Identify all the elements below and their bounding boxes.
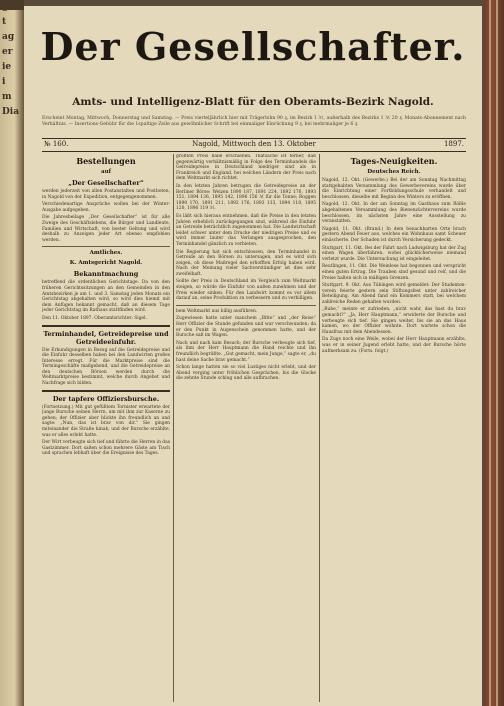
spine-fragment: Dia: [2, 107, 20, 117]
spine-fragment: er: [2, 47, 13, 57]
spine-fragment: ag: [2, 32, 15, 42]
binding-shadow: [0, 0, 24, 10]
spine-fragment: m: [2, 92, 12, 102]
heading-trade: Terminhandel, Getreidepreise und Getreideeinfuhr.: [43, 329, 169, 346]
paragraph: Der Wirt verbeugte sich tief und führte die Herren in das Gastzimmer. Dort saßen schon mehrere Gäste am Tisch und sprachen lebhaft über die Ereignisse des Tages.: [42, 440, 170, 457]
heading-auf: auf: [101, 169, 111, 175]
paragraph: Die Jahresbeilage „Der Gesellschafter“ ist für alle Zweige des Geschäftslebens, die Bürger und Landleute, Familien und Wirtschaft, von bester Geltung und wird deshalb zu Anzeigen jeder Art ebenso empfohlen werden.: [42, 215, 170, 243]
paragraph: In den letzten Jahren betrugen die Getreidepreise an der Berliner Börse: Weizen 1890 187, 1891 224, 1892 176, 1893 151, 1894 136, 1895 142, 1896 156 ℳ für die Tonne; Roggen 1890 170, 1891 211, 1892 176, 1893 133, 1894 118, 1895 120, 1896 119 ℳ.: [176, 183, 316, 212]
heading-official: Amtliches.: [89, 250, 123, 257]
paragraph: Nach und nach kam Besuch; der Bursche verbeugte sich tief, als ihm der Herr Hauptmann die Hand reichte und ihn freundlich begrüßte. „Gut gemacht, mein Junge,“ sagte er, „du hast deine Sache brav gemacht.“: [176, 340, 316, 363]
spine-stripe: [496, 0, 498, 706]
divider: [42, 325, 170, 327]
paragraph: Sollte der Preis in Deutschland im Vergleich zum Weltmarkt steigen, so würde die Einfuhr von außen zunehmen und der Preis wieder sinken. Für den Landwirt kommt es vor allem darauf an, seine Produktion zu verbessern und zu verbilligen.: [176, 279, 316, 302]
paragraph: Die Regierung hat sich entschlossen, den Terminhandel in Getreide an den Börsen zu untersagen, und es wird sich zeigen, ob diese Maßregel den erhofften Erfolg haben wird. Nach der Meinung vieler Sachverständiger ist dies sehr zweifelhaft.: [176, 249, 316, 277]
heading-story: Der tapfere Offiziersbursche.: [52, 394, 160, 403]
paragraph: größten Preis habe erschienen. Thatsache ist ferner, daß gegenwärtig verhältnismäßig in Folge des Terminhandels die Getreidepreise in Deutschland niedriger sind als in Frankreich und England, bei welchen Ländern der Preis nach dem Weltmarkt sich richtet.: [176, 154, 316, 182]
column-1: [42, 154, 170, 702]
divider: [176, 305, 316, 306]
paragraph: Nagold, 12. Okt. (Gewerbe.) Bei der am Sonntag Nachmittag stattgehabten Versammlung des Gewerbevereins wurde über die Einrichtung einer Fortbildungsschule verhandelt und beschlossen, dieselbe mit Beginn des Winters zu eröffnen.: [322, 178, 466, 200]
paragraph: (Fortsetzung.) Mit gut gefülltem Tornister erwartete der junge Bursche seinen Herrn, um mit ihm zur Kaserne zu gehen; der Offizier aber blickte ihn freundlich an und sagte: „Nun, das ist brav von dir.“ Sie gingen miteinander die Straße hinab, und der Bursche erzählte, was er alles erlebt hatte.: [42, 404, 170, 438]
issue-year: 1897.: [443, 140, 464, 148]
paragraph: Stuttgart, 9. Okt. Aus Tübingen wird gemeldet: Der Studentenverein feierte gestern sein Stiftungsfest unter zahlreicher Beteiligung. Am Abend fand ein Kommers statt, bei welchem zahlreiche Reden gehalten wurden.: [322, 283, 466, 305]
column-3: [322, 154, 466, 702]
dateline: [42, 138, 466, 152]
paragraph: werden jederzeit von allen Postanstalten und Postboten, in Nagold von der Expedition, entgegengenommen.: [42, 189, 170, 200]
spine-fragment: t: [2, 17, 7, 27]
masthead-subtitle: Amts- und Intelligenz-Blatt für den Oberamts-Bezirk Nagold.: [72, 96, 434, 108]
spine-fragment: i: [2, 77, 6, 87]
heading-paper-name: „Der Gesellschafter“: [68, 179, 144, 187]
paragraph: Verschiedenartige Ansprüche wollen bei der Winter-Ausgabe aufgegeben.: [42, 202, 170, 213]
heading-german-empire: Deutsches Reich.: [367, 169, 421, 175]
column-rule: [319, 154, 320, 702]
publication-info: Erscheint Montag, Mittwoch, Donnerstag und Samstag. — Preis vierteljährlich hier mit Trägerlohn 90 ₰, im Bezirk 1 ℳ, außerhalb des Bezirks 1 ℳ 20 ₰. Monats-Abonnement nach Verhältnis. — Insertions-Gebühr für die 1spaltige Zeile aus gewöhnlicher Schrift bei einmaliger Einrückung 9 ₰, bei mehrmaliger je 6 ₰.: [42, 116, 466, 127]
paragraph: Nagold, 12. Okt. In der am Sonntag im Gasthaus zum Rößle abgehaltenen Versammlung des Bienenzüchtervereins wurde beschlossen, im nächsten Jahre eine Ausstellung zu veranstalten.: [322, 202, 466, 225]
paragraph: Reutlingen, 11. Okt. Die Weinlese hat begonnen und verspricht einen guten Ertrag. Die Trauben sind gesund und reif, und die Preise halten sich in mäßigen Grenzen.: [322, 264, 466, 281]
column-rule: [173, 154, 174, 702]
masthead-title: Der Gesellschafter.: [40, 24, 466, 69]
paragraph: Zugewiesen hatte unter manchem „Bitte“ und „der Reise“ Herr Offizier die Stunde gefunden und war verschwunden; da er den Punkt in Augenschein genommen hatte, und der Bursche saß im Wagen.: [176, 316, 316, 339]
spine-fragment: ie: [2, 62, 12, 72]
heading-court: K. Amtsgericht Nagold.: [69, 260, 143, 267]
column-2: [176, 154, 316, 702]
heading-announcement: Bekanntmachung: [73, 270, 139, 279]
paragraph: Die Erkundigungen in Bezug auf die Getreidepreise und die Einfuhr desselben haben bei den Landwirten großes Interesse erregt. Für die Marktpreise sind die Termingeschäfte maßgebend, und die Getreidepreise an den deutschen Börsen werden durch die Weltmarktpreise bestimmt, welche durch Angebot und Nachfrage sich bilden.: [42, 347, 170, 387]
paragraph: „Bube,“ meinte er zufrieden, „nicht wahr, das hast du brav gemacht?“ „Ja, Herr Hauptmann,“ erwiderte der Bursche und verbeugte sich tief. Sie gingen weiter, bis sie an das Haus kamen, wo der Offizier wohnte. Dort wartete schon die Hausfrau mit dem Abendessen.: [322, 307, 466, 335]
paragraph: Nagold, 11. Okt. (Brand.) In dem benachbarten Orte brach gestern Abend Feuer aus, welches ein Wohnhaus samt Scheuer einäscherte. Der Schaden ist durch Versicherung gedeckt.: [322, 226, 466, 243]
book-spine-right: [484, 0, 504, 706]
previous-page-edge: [0, 0, 24, 706]
heading-daily-news: Tages-Neuigkeiten.: [350, 156, 438, 166]
paragraph: Stuttgart, 11. Okt. Bei der Fahrt nach Ludwigsburg hat der Zug einen Wagen überfahren, wobei glücklicherweise niemand verletzt wurde. Die Untersuchung ist eingeleitet.: [322, 245, 466, 262]
issue-date: Nagold, Mittwoch den 13. Oktober: [192, 140, 316, 148]
paragraph: Schon lange hatten sie so viel Lustiges nicht erlebt, und der Abend verging unter fröhlichen Gesprächen, bis die Glocke die zehnte Stunde schlug und alle aufbrachen.: [176, 365, 316, 382]
paragraph: bem Weltmarkt aus billig ausführen.: [176, 308, 258, 314]
heading-subscriptions: Bestellungen: [76, 156, 136, 166]
newspaper-sheet: [24, 6, 482, 706]
paragraph: Den 11. Oktober 1897. Oberamtsrichter: Sigel.: [42, 315, 147, 321]
spine-stripe: [489, 0, 491, 706]
paragraph: Da Zugs noch eine Weile, wobei der Herr Hauptmann erzählte, was er in seiner Jugend erlebt hatte, und der Bursche hörte aufmerksam zu. (Forts. folgt.): [322, 337, 466, 354]
paragraph: betreffend die ordentlichen Gerichtstage. Da von den früheren Gerichtssitzungen an den Gemeinden in den Amtsbezirken je am 1. und 3. Samstag jeden Monats ein Gerichtstag abgehalten wird, so wird dies hiemit mit dem Anfügen bekannt gemacht, daß an diesem Tage jeder Gerichtstag im Rathaus stattfinden wird.: [42, 280, 170, 314]
paragraph: Es läßt sich hieraus entnehmen, daß die Preise in den letzten Jahren erheblich zurückgegangen sind, während die Einfuhr an Getreide beträchtlich zugenommen hat. Die Landwirtschaft leidet schwer unter dem Drucke der niedrigen Preise und es wird immer lauter das Verlangen ausgesprochen, den Terminhandel gänzlich zu verbieten.: [176, 213, 316, 247]
divider: [42, 390, 170, 392]
issue-number: № 160.: [44, 140, 69, 148]
divider: [42, 246, 170, 247]
